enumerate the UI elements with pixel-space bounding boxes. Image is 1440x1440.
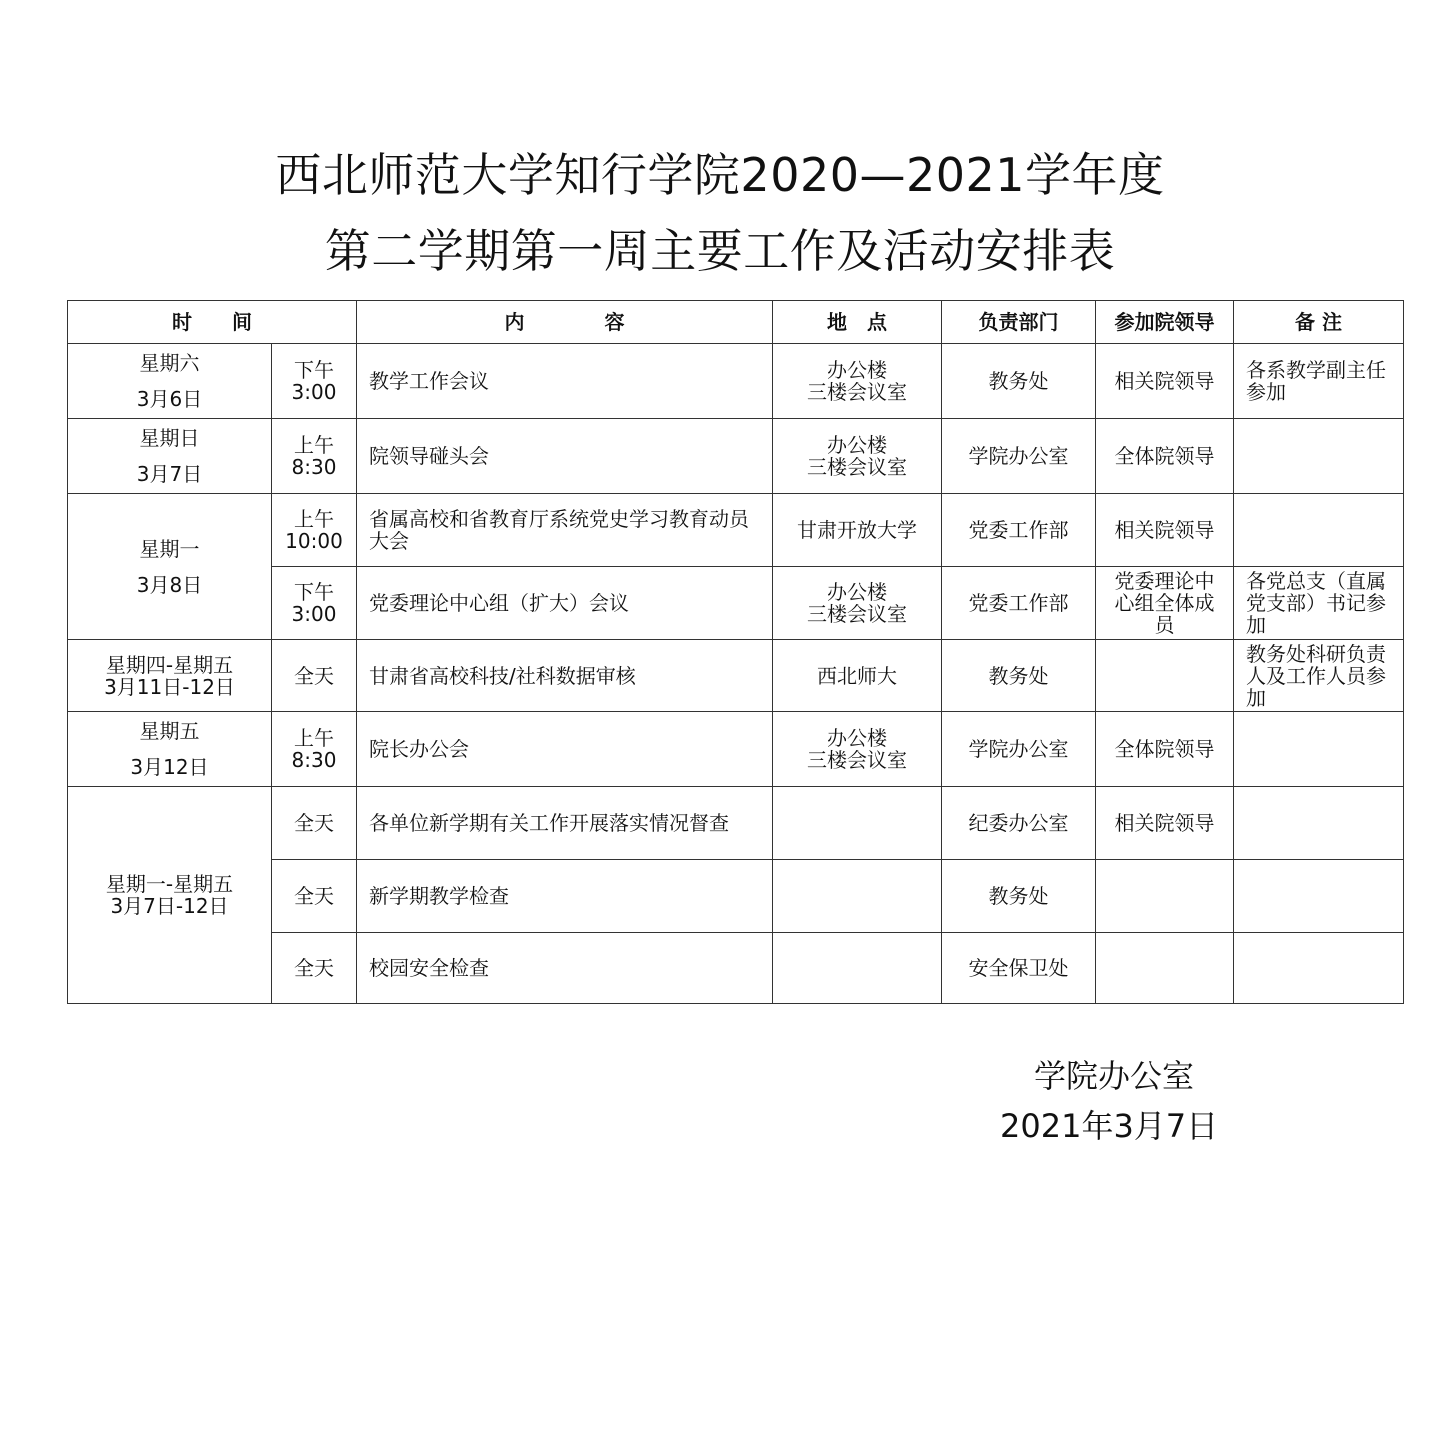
notes-cell: 教务处科研负责人及工作人员参加 (1234, 640, 1404, 712)
department-cell: 党委工作部 (942, 567, 1096, 640)
day-label: 星期一-星期五 (105, 872, 234, 896)
day-date-cell (68, 640, 272, 712)
notes-cell (1234, 419, 1404, 494)
day-date-cell (68, 787, 272, 1004)
location-cell (773, 860, 942, 933)
department-cell: 学院办公室 (942, 419, 1096, 494)
header-location: 地 点 (773, 301, 942, 344)
header-content: 内 容 (357, 301, 773, 344)
location-cell: 办公楼 三楼会议室 (773, 712, 942, 787)
table-row (68, 494, 1404, 567)
content-cell: 校园安全检查 (357, 933, 773, 1004)
department-cell: 学院办公室 (942, 712, 1096, 787)
location-cell: 甘肃开放大学 (773, 494, 942, 567)
leaders-cell (1096, 860, 1234, 933)
department-cell: 教务处 (942, 640, 1096, 712)
day-date-cell (68, 712, 272, 787)
signature-date: 2021年3月7日 (1000, 1107, 1219, 1145)
content-cell: 院长办公会 (357, 712, 773, 787)
table-row (68, 419, 1404, 494)
date-label: 3月8日 (136, 572, 203, 597)
day-label: 星期四-星期五 (105, 652, 234, 677)
notes-cell (1234, 860, 1404, 933)
leaders-cell (1096, 933, 1234, 1004)
location-cell: 西北师大 (773, 640, 942, 712)
date-label: 3月12日 (130, 755, 209, 779)
table-row (68, 712, 1404, 787)
location-cell (773, 933, 942, 1004)
date-label: 3月11日-12日 (104, 674, 235, 699)
department-cell: 教务处 (942, 860, 1096, 933)
date-label: 3月6日 (136, 387, 203, 411)
table-row (68, 640, 1404, 712)
leaders-cell: 相关院领导 (1096, 494, 1234, 567)
department-cell: 安全保卫处 (942, 933, 1096, 1004)
department-cell: 教务处 (942, 344, 1096, 419)
time-cell: 全天 (272, 933, 357, 1004)
leaders-cell (1096, 640, 1234, 712)
signature-office: 学院办公室 (1034, 1057, 1195, 1095)
location-cell (773, 787, 942, 860)
location-cell: 办公楼 三楼会议室 (773, 419, 942, 494)
location-cell: 办公楼 三楼会议室 (773, 344, 942, 419)
day-date-cell (68, 494, 272, 640)
content-cell: 院领导碰头会 (357, 419, 773, 494)
content-cell: 省属高校和省教育厅系统党史学习教育动员大会 (357, 494, 773, 567)
day-label: 星期六 (139, 351, 200, 375)
header-notes: 备 注 (1234, 301, 1404, 344)
content-cell: 新学期教学检查 (357, 860, 773, 933)
leaders-cell: 相关院领导 (1096, 344, 1234, 419)
day-label: 星期日 (139, 426, 200, 450)
header-leaders: 参加院领导 (1096, 301, 1234, 344)
content-cell: 甘肃省高校科技/社科数据审核 (357, 640, 773, 712)
time-cell: 下午 3:00 (272, 567, 357, 640)
day-date-cell (68, 419, 272, 494)
notes-cell (1234, 712, 1404, 787)
department-cell: 党委工作部 (942, 494, 1096, 567)
notes-cell: 各系教学副主任参加 (1234, 344, 1404, 419)
time-cell: 上午 8:30 (272, 712, 357, 787)
notes-cell (1234, 494, 1404, 567)
date-label: 3月7日 (136, 462, 203, 486)
notes-cell (1234, 933, 1404, 1004)
header-row (68, 301, 1404, 344)
time-cell: 全天 (272, 640, 357, 712)
content-cell: 党委理论中心组（扩大）会议 (357, 567, 773, 640)
time-cell: 上午 8:30 (272, 419, 357, 494)
table-row (68, 344, 1404, 419)
time-cell: 上午 10:00 (272, 494, 357, 567)
day-label: 星期一 (139, 536, 200, 561)
date-label: 3月7日-12日 (110, 894, 229, 918)
department-cell: 纪委办公室 (942, 787, 1096, 860)
page-title-line1: 西北师范大学知行学院2020—2021学年度 (275, 148, 1165, 202)
header-time: 时 间 (68, 301, 357, 344)
time-cell: 全天 (272, 787, 357, 860)
table-row (68, 787, 1404, 860)
content-cell: 教学工作会议 (357, 344, 773, 419)
notes-cell: 各党总支（直属党支部）书记参加 (1234, 567, 1404, 640)
leaders-cell: 党委理论中心组全体成员 (1096, 567, 1234, 640)
schedule-table (67, 300, 1404, 1004)
location-cell: 办公楼 三楼会议室 (773, 567, 942, 640)
notes-cell (1234, 787, 1404, 860)
page-title-line2: 第二学期第一周主要工作及活动安排表 (324, 224, 1116, 278)
leaders-cell: 全体院领导 (1096, 419, 1234, 494)
leaders-cell: 相关院领导 (1096, 787, 1234, 860)
content-cell: 各单位新学期有关工作开展落实情况督查 (357, 787, 773, 860)
time-cell: 全天 (272, 860, 357, 933)
header-department: 负责部门 (942, 301, 1096, 344)
day-date-cell (68, 344, 272, 419)
day-label: 星期五 (139, 719, 200, 743)
time-cell: 下午 3:00 (272, 344, 357, 419)
leaders-cell: 全体院领导 (1096, 712, 1234, 787)
